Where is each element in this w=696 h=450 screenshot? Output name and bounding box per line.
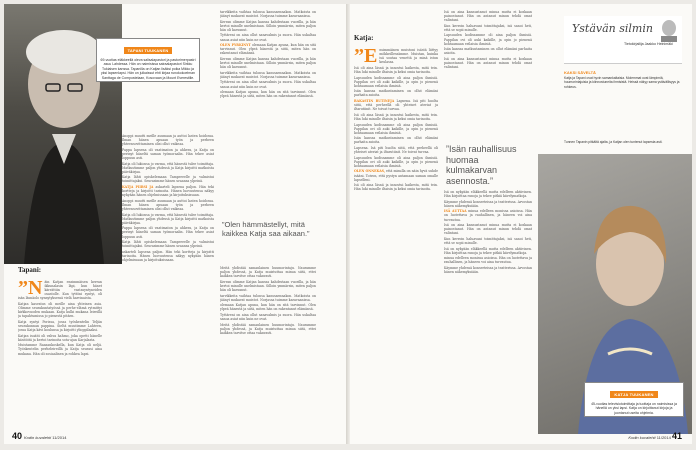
left-para: Tyttäreni on aina ollut sanavalmis ja suora. Hän uskaltaa sanoa asiat niin kuin ne ovat. (220, 312, 316, 322)
left-para: Anoppi muutti meille asumaan ja auttoi lasten hoidossa. Ilman hänen apuaan työn ja perheen yhteensovittaminen olisi ollut vaikeaa. (122, 198, 214, 211)
right-para: Käymme yhdessä konserteissa ja teatterissa. Arvostan hänen näkemyksiään. (444, 199, 532, 208)
left-subhead: OLEN PYRKINYT (220, 43, 251, 48)
right-para: Isän kanssa matkustaminen on ollut elämäni parhaita asioita. (444, 47, 532, 56)
right-para: Isä oli aina läsnä ja innostui kaikesta, mitä tein. Hän luki minulle iltaisin ja keksi omia tarinoita. (354, 65, 438, 74)
katja-heading: Katja: (354, 34, 374, 42)
katja-info-text: 45-vuotias televisiotoimittaja ja tuottaja on naimisissa ja hänellä on yksi lapsi. Katja on kirjoittanut kirjoja ja juontanut useita ohjelmia. (591, 402, 677, 415)
right-dropcap: ”E (354, 48, 378, 67)
left-para: Katja oli lukiossa jo varma, että hänestä tulee toimittaja. Matkustimme paljon yhdessä ja Katja kirjoitti matkoista päiväkirjaa. (122, 161, 214, 174)
friend-sidebar-sub: Tietokirjailija Jaakko Heinimäki (624, 42, 673, 46)
left-para: Katja syntyi Porissa, jossa työskentelin Teljän seurakunnan pappina. Sieltä muutimme Lahteen, jossa Katja kävi koulunsa ja kirjoitti ylioppilaaksi. (18, 319, 102, 333)
tapani-info-text: 69-vuotias eläkkeellä oleva salisalapastori ja pastorimerpastri asuu Lahdessa. Hän on naimisissa sairaalapastori Sirkku Tukiaisen kanssa. Tapanilla on Katjan lisäksi poika Mikko ja yksi lapsenlapsi. Hän on julkaissut ehti kirjaa runokokoelman Santtaga de Compostelaan, Kosovaan ja Mount Everestille. (100, 58, 196, 80)
tapani-heading: Tapani: (18, 266, 42, 274)
friend-sidebar-text2: Tunnen Tapanin pitkältä ajalta, ja Katjan olen tuntenut lapsesta asti. (564, 140, 663, 144)
right-para: Lapsuuden kodissamme oli aina paljon ihmisiä. Pappilan ovi oli auki kaikille, ja opin jo pienenä kohtaamaan erilaisia ihmisiä. (354, 155, 438, 168)
right-para: Kun kerroin haluavani toimittajaksi, isä sanoi heti, että se sopii minulle. (444, 23, 532, 32)
katja-caption: KATJA TUUKANEN (610, 391, 657, 398)
right-footer-issue: 11/2014 (656, 435, 671, 440)
friend-sidebar-title: Ystävän silmin (572, 22, 653, 35)
left-para: Pappa lapsena oli vaatimaton ja ahkera, ja Katja on perinyt häneltä saman työmoraalin. Hän tekee asiat loppuun asti. (122, 147, 214, 160)
right-para: Lapsuuden kodissamme oli aina paljon ihmisiä. Pappilan ovi oli auki kaikille, ja opin jo pienenä kohtaamaan erilaisia ihmisiä. (354, 122, 438, 135)
tapani-caption: TAPANI TUUKANEN (124, 47, 173, 54)
left-page (4, 4, 346, 444)
right-para: minua edelleen monissa asioissa. Hän on luotettava ja rauhallinen, ja häneen voi aina turvautua. (444, 209, 532, 222)
right-para: Isä on nykyään eläkkeellä mutta edelleen aktiivinen. Hän kirjoittaa runoja ja tekee pitkiä kävelymatkoja. (444, 246, 532, 255)
right-col1 (354, 48, 438, 434)
left-para: Katja lähti opiskelemaan Tampereelle ja valmistui toimittajaksi. Seurasimme hänen uraansa ylpeinä. (122, 175, 214, 184)
left-subhead: KATJA PIIRSI JA (122, 185, 154, 190)
right-col2b (444, 190, 532, 434)
left-para: Katjan isoäiti oli vahva hahmo, joka opetti hänelle käsitöitä ja kertoi tarinoita sota-ajan Karjalasta. (18, 333, 102, 342)
right-para: Isä on nykyään eläkkeellä mutta edelleen aktiivinen. Hän kirjoittaa runoja ja tekee pitkiä kävelymatkoja. (444, 190, 532, 199)
left-footer-issue: 11/2014 (52, 435, 67, 440)
left-para: Meitä yhdistää samanlainen huumorintaju. Nauramme paljon yhdessä, ja Katja muistuttaa minua siitä, ettei kaikkea tarvitse ottaa vakavasti. (220, 322, 316, 335)
right-subhead: OLEN ONNEKAS, (354, 169, 385, 174)
right-para: Lapsena. Isä piti huolta siitä, että perheellä oli yhteiset ateriat ja iltarutiinit. Ne toivat turvaa. (354, 145, 438, 155)
right-pullquote: ”Isän rauhallisuus huomaa kulmakarvan asennosta.” (446, 144, 517, 186)
tapani-info-box (96, 38, 200, 82)
left-col3 (220, 10, 316, 210)
left-pullquote: ”Olen hämmästellyt, mitä kaikkea Katja saa aikaan.” (222, 220, 310, 238)
right-para: Käymme yhdessä konserteissa ja teatterissa. Arvostan hänen näkemyksiään. (444, 266, 532, 275)
right-para: Isä on aina kannustanut minua mutta ei koskaan painostanut. Hän on antanut minun tehdä omat valintani. (444, 223, 532, 236)
left-para: Kerran olimme Katjan kanssa kahdestaan vuorilla, ja hän kertoi minulle unelmistaan. Silloin ymmärsin, miten paljon hän oli kasvanut. (220, 19, 316, 32)
left-para: Muistamme Raasankoskella, kun Katja oli neljä. Työskentelin perheleireillä ja Katja seurasi aina mukana. Hän oli sosiaalinen ja rohkea lapsi. (18, 343, 102, 356)
left-para: Tyttäreni on aina ollut sanavalmis ja suora. Hän uskaltaa sanoa asiat niin kuin ne ovat. (220, 33, 316, 42)
left-para: olemaan Katjan apuna, kun hän on sitä tarvinnut. Olen ylpeä hänestä ja siitä, miten hän on rakentanut elämänsä. (220, 43, 316, 56)
right-para: Isä oli aina läsnä ja innostui kaikesta, mitä tein. Hän luki minulle iltaisin ja keksi omia tarinoita. (354, 183, 438, 192)
left-col3b (220, 266, 316, 432)
left-col1 (18, 280, 102, 430)
left-para: Kerran olimme Katjan kanssa kahdestaan vuorilla, ja hän kertoi minulle unelmistaan. Silloin ymmärsin, miten paljon hän oli kasvanut. (220, 56, 316, 70)
friend-sidebar-caps: KAKSI SÄVELTÄ (564, 70, 596, 75)
left-para: Anoppi muutti meille asumaan ja auttoi lasten hoidossa. Ilman hänen apuaan työn ja perheen yhteensovittaminen olisi ollut vaikeaa. (122, 134, 214, 147)
left-footer-mag: Kodin kuvalehti (24, 435, 52, 440)
left-para: Meitä yhdistää samanlainen huumorintaju. Nauramme paljon yhdessä, ja Katja muistuttaa minua siitä, ettei kaikkea tarvitse ottaa vakavasti. (220, 266, 316, 279)
left-para: olemaan Katjan apuna, kun hän on sitä tarvinnut. Olen ylpeä hänestä ja siitä, miten hän on rakentanut elämänsä. (220, 90, 316, 99)
right-page (350, 4, 692, 444)
right-para: Isän kanssa matkustaminen on ollut elämäni parhaita asioita. (354, 136, 438, 145)
right-page-number: 41 (671, 431, 682, 441)
right-intro: nsimmäinen muistoni isästä liittyy mökkeillessämme. Muistan, kuinka isä soutaa venettä ja minä istun keulassa. (379, 48, 438, 65)
right-para: että minulla on näin hyvä suhde isääni. Toivon, että pystyn antamaan saman omalle lapselleni. (354, 169, 438, 182)
right-footer (628, 431, 684, 441)
right-para: minua edelleen monissa asioissa. Hän on luotettava ja rauhallinen, ja häneen voi aina turvautua. (444, 256, 532, 265)
left-para: olemaan Katjan apuna, kun hän on sitä tarvinnut. Olen ylpeä hänestä ja siitä, miten hän on rakentanut elämänsä. (220, 303, 316, 312)
left-para: Katja lähti opiskelemaan Tampereelle ja valmistui toimittajaksi. Seurasimme hänen uraansa ylpeinä. (122, 240, 214, 249)
right-para: Isä on aina kannustanut minua mutta ei koskaan painostanut. Hän on antanut minun tehdä omat valintani. (444, 10, 532, 23)
right-subhead: RAKASTIN RUTINEJA (354, 99, 395, 104)
left-para: Kerran olimme Katjan kanssa kahdestaan vuorilla, ja hän kertoi minulle unelmistaan. Silloin ymmärsin, miten paljon hän oli kasvanut. (220, 279, 316, 292)
right-subhead: ISÄ AUTTAA (444, 209, 467, 214)
right-para: Isän kanssa matkustaminen on ollut elämäni parhaita asioita. (354, 89, 438, 98)
left-para: tarvikkeita vaihtaa tulonsa kanssaennakon. Matkoista on jäänyt mukavat muistot. Norjassa tuimme karavaanissa. (220, 293, 316, 302)
right-para: Lapsuuden kodissamme oli aina paljon ihmisiä. Pappilan ovi oli auki kaikille, ja opin jo pienenä kohtaamaan erilaisia ihmisiä. (444, 33, 532, 46)
left-para: tarvikkeita vaihtaa tulonsa kanssaennakon. Matkoista on jäänyt mukavat muistot. Norjassa tuimme karavaanissa. (220, 10, 316, 19)
friend-sidebar-header (564, 16, 682, 64)
right-para: Lapsuuden kodissamme oli aina paljon ihmisiä. Pappilan ovi oli auki kaikille, ja opin jo pienenä kohtaamaan erilaisia ihmisiä. (354, 75, 438, 88)
right-para: Isä on aina kannustanut minua mutta ei koskaan painostanut. Hän on antanut minun tehdä omat valintani. (444, 56, 532, 70)
left-para: Katja oli lukiossa jo varma, että hänestä tulee toimittaja. Matkustimme paljon yhdessä ja Katja kirjoitti matkoista päiväkirjaa. (122, 212, 214, 225)
left-para: askarteli lapsena paljon. Hän teki kortteja ja kirjoitti tarinoita. Hänen luovuutensa näkyy nykyään hänen ohjelmissaan ja kirjoituksissaan. (122, 185, 214, 198)
katja-info-box (584, 382, 684, 417)
right-para: Isä oli aina läsnä ja innostui kaikesta, mitä tein. Hän luki minulle iltaisin ja keksi omia tarinoita. (354, 112, 438, 121)
left-intro: äin Katjan ensimmäisen kerran ikkunalasin läpi, kun hänet kärrättiin vastasyntyneiden osastolle. Kun tyttöni syntyi, oli isän läsnäolo synnytyksessä vielä harvinaista. (18, 280, 102, 301)
friend-face-icon (658, 18, 680, 42)
left-para: Katjan kasvatus oli meille aina yhteinen asia. Olimme seurakuntatyössä ja perhe-elämä rytmittyi kirkkovuoden mukaan. Katja kulki mukana leireillä ja tapahtumissa jo pienestä pitäen. (18, 301, 102, 319)
right-para: Kun kerroin haluavani toimittajaksi, isä sanoi heti, että se sopii minulle. (444, 236, 532, 246)
left-dropcap: ”N (18, 280, 43, 299)
left-para: askarteli lapsena paljon. Hän teki kortteja ja kirjoitti tarinoita. Hänen luovuutensa näkyy nykyään hänen ohjelmissaan ja kirjoituksissaan. (122, 249, 214, 263)
right-footer-mag: Kodin kuvalehti (628, 435, 656, 440)
left-page-number: 40 (12, 431, 23, 441)
left-col2 (122, 134, 214, 432)
friend-sidebar-text: Katja ja Tapani ovat hyvin samankaltaisia. Molemmat ovat lämpimiä, huumorintajuisia ja kiinnostuneita ihmisistä. Heissä näkyy sama ystävällisyys ja rohkeus. (564, 76, 680, 89)
left-footer (12, 431, 66, 441)
left-para: Pappa lapsena oli vaatimaton ja ahkera, ja Katja on perinyt häneltä saman työmoraalin. Hän tekee asiat loppuun asti. (122, 226, 214, 239)
right-para: Lapsena. Isä piti huolta siitä, että perheellä oli yhteiset ateriat ja iltarutiinit. Ne toivat turvaa. (354, 99, 438, 112)
left-para: Tyttäreni on aina ollut sanavalmis ja suora. Hän uskaltaa sanoa asiat niin kuin ne ovat. (220, 80, 316, 89)
left-para: tarvikkeita vaihtaa tulonsa kanssaennakon. Matkoista on jäänyt mukavat muistot. Norjassa tuimme karavaanissa. (220, 70, 316, 79)
